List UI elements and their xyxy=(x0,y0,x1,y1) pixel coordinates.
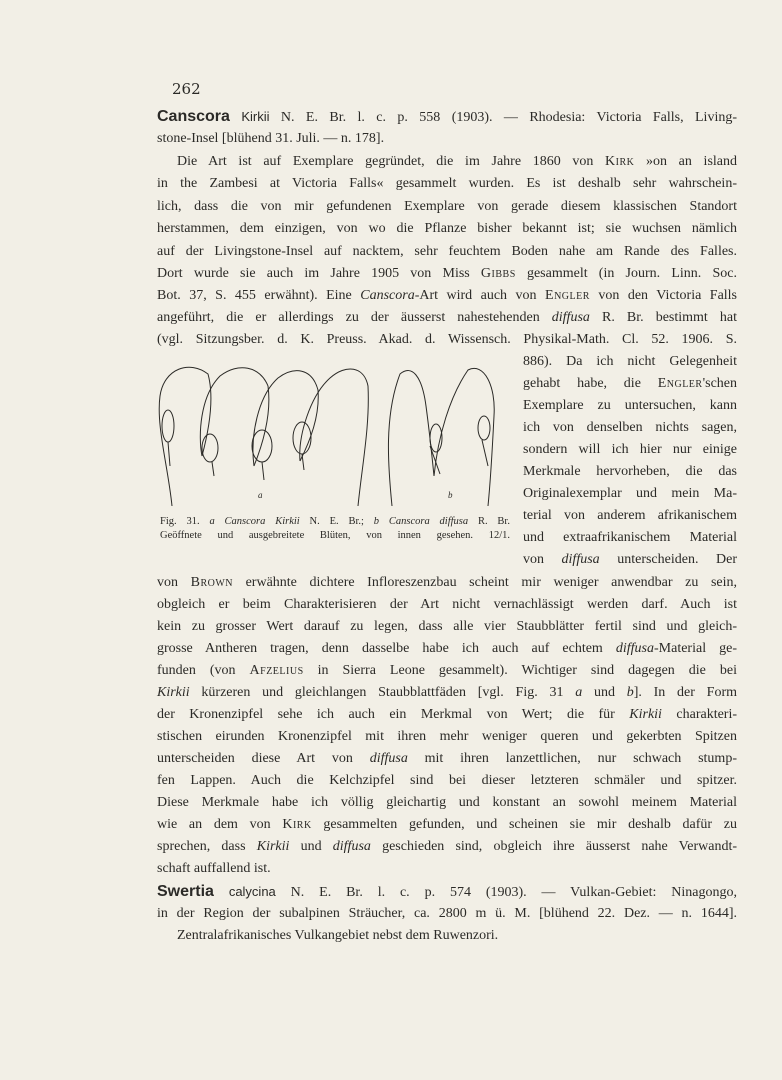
figure-caption: Geöffnete und ausgebreitete Blüten, von innen gesehen. 12/1. xyxy=(160,530,510,541)
text-line: Dort wurde sie auch im Jahre 1905 von Miss Gibbs gesammelt (in Journ. Linn. Soc. xyxy=(157,266,737,281)
text-line: angeführt, die er allerdings zu der äusserst nahestehenden diffusa R. Br. bestimmt hat xyxy=(157,310,737,325)
genus-name: Canscora xyxy=(157,108,230,125)
text-line: stone-Insel [blühend 31. Juli. — n. 178]. xyxy=(157,131,385,146)
species-entry-canscora: Canscora Kirkii N. E. Br. l. c. p. 558 (1903). — Rhodesia: Victoria Falls, Living- xyxy=(157,108,738,125)
text-line: sondern will ich hier nur einige xyxy=(523,442,737,457)
figure-label-b: b xyxy=(448,490,453,500)
text-line: in der Region der subalpinen Sträucher, ca. 2800 m ü. M. [blühend 22. Dez. — n. 1644]. xyxy=(157,906,737,921)
text-line: fen Lappen. Auch die Kelchzipfel sind bei dieser letzteren schmäler und spitzer. xyxy=(157,773,737,788)
text-line: terial von anderem afrikanischem xyxy=(523,508,737,523)
text-line: obgleich er beim Charakterisieren der Art nicht vernachlässigt werden darf. Auch ist xyxy=(157,597,737,612)
text-line: ich von denselben nichts sagen, xyxy=(523,420,737,435)
text-line: Die Art ist auf Exemplare gegründet, die im Jahre 1860 von Kirk »on an island xyxy=(177,154,737,169)
text-line: wie an dem von Kirk gesammelten gefunden, und scheinen sie mir deshalb dafür zu xyxy=(157,817,737,832)
text-line: von diffusa unterscheiden. Der xyxy=(523,552,737,567)
species-entry-swertia: Swertia calycina N. E. Br. l. c. p. 574 (1903). — Vulkan-Gebiet: Ninagongo, xyxy=(157,883,737,900)
species-name: Kirkii xyxy=(241,109,270,124)
text-line: Kirkii kürzeren und gleichlangen Staubblattfäden [vgl. Fig. 31 a und b]. In der Form xyxy=(157,685,737,700)
canscora-kirkii-drawing xyxy=(159,367,368,506)
text-line: unterscheiden diese Art von diffusa mit ihren lanzettlichen, nur schwach stump- xyxy=(157,751,737,766)
text-line: Originalexemplar und mein Ma- xyxy=(523,486,737,501)
text-line: und extraafrikanischem Material xyxy=(523,530,737,545)
text-line: (vgl. Sitzungsber. d. K. Preuss. Akad. d. Wissensch. Physikal-Math. Cl. 52. 1906. S. xyxy=(157,332,737,347)
species-name: calycina xyxy=(228,884,276,899)
text-line: lich, dass die von mir gefundenen Exemplare von gerade diesem klassischen Standort xyxy=(157,199,737,214)
text-line: schaft auffallend ist. xyxy=(157,861,271,876)
text-line: Merkmale hervorheben, die das xyxy=(523,464,737,479)
text-line: Bot. 37, S. 455 erwähnt). Eine Canscora-Art wird auch von Engler von den Victoria Falls xyxy=(157,288,738,303)
text-line: auf der Livingstone-Insel auf nacktem, sehr feuchtem Boden nahe am Rande des Falles. xyxy=(157,244,737,259)
canscora-diffusa-drawing xyxy=(388,368,494,506)
text-line: von Brown erwähnte dichtere Infloreszenzbau scheint mir weniger anwendbar zu sein, xyxy=(157,575,738,590)
text-line: herstammen, dem einzigen, von wo die Pflanze bisher bekannt ist; sie wuchsen nämlich xyxy=(157,221,737,236)
text-line: der Kronenzipfel sehe ich auch ein Merkmal von Wert; die für Kirkii charakteri- xyxy=(157,707,738,722)
text-line: funden (von Afzelius in Sierra Leone gesammelt). Wichtiger sind dagegen die bei xyxy=(157,663,737,678)
text-line: Zentralafrikanisches Vulkangebiet nebst dem Ruwenzori. xyxy=(177,928,499,943)
text-line: stischen eirunden Kronenzipfel mit ihren mehr weniger queren und gekerbten Spitzen xyxy=(157,729,737,744)
text-line: in the Zambesi at Victoria Falls« gesammelt wurden. Es ist deshalb sehr wahrschein- xyxy=(157,176,737,191)
text-line: kein zu grosser Wert darauf zu legen, dass alle vier Staubblätter fertil sind und gleich- xyxy=(157,619,737,634)
figure-label-a: a xyxy=(258,490,263,500)
text-line: Diese Merkmale habe ich völlig gleichartig und konstant an sowohl meinem Material xyxy=(157,795,737,810)
page-number: 262 xyxy=(172,80,201,98)
text-line: Exemplare zu untersuchen, kann xyxy=(523,398,737,413)
genus-name: Swertia xyxy=(157,883,214,900)
flower-illustration xyxy=(150,356,510,514)
text-line: grosse Antheren tragen, denn dasselbe habe ich auch auf echtem diffusa-Material ge- xyxy=(157,641,737,656)
text-line: sprechen, dass Kirkii und diffusa geschieden sind, obgleich ihre äusserst nahe Verwandt- xyxy=(157,839,737,854)
text-line: 886). Da ich nicht Gelegenheit xyxy=(523,354,737,369)
text-line: gehabt habe, die Engler'schen xyxy=(523,376,737,391)
figure-caption: Fig. 31. a Canscora Kirkii N. E. Br.; b Canscora diffusa R. Br. xyxy=(160,516,510,527)
